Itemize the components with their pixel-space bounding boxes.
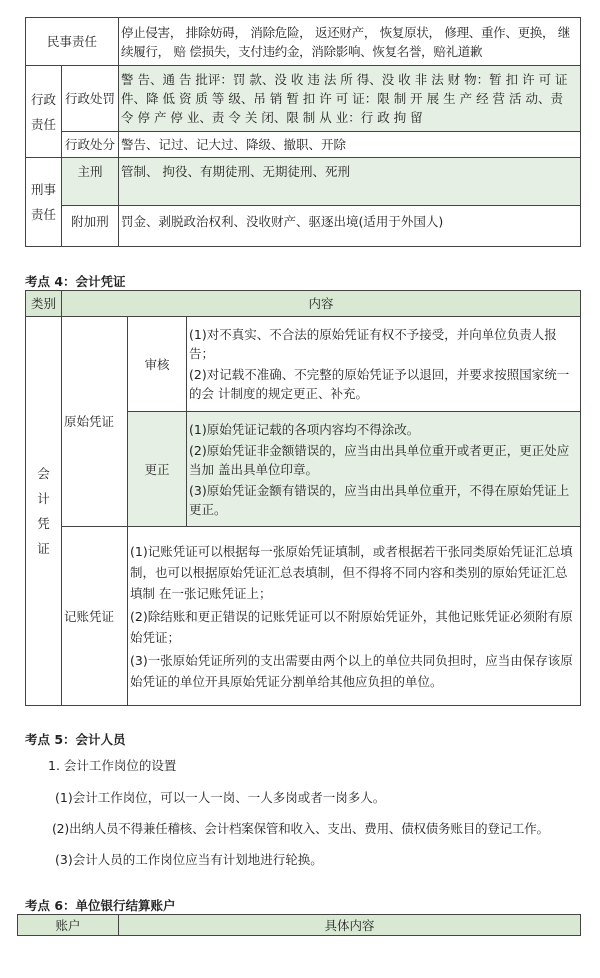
row-content: 停止侵害， 排除妨碍， 消除危险， 返还财产， 恢复原状， 修理、重作、更换， 继续履行， 赔 偿损失，支付违约金，消除影响、恢复名誉，赔礼道歉 — [119, 18, 581, 66]
original-label: 原始凭证 — [62, 317, 128, 527]
row-label: 行政处分 — [62, 132, 119, 158]
list-item: (2)除结账和更正错误的记账凭证可以不附原始凭证外，其他记账凭证必须附有原始凭证； — [130, 608, 573, 645]
list-item: (3)一张原始凭证所列的支出需要由两个以上的单位共同负担时，应当由保存该原始凭证的单位开具原始凭证分割单给其他应负担的单位。 — [130, 652, 573, 689]
list-item: (3)原始凭证金额有错误的，应当由出具单位重开，不得在原始凭证上更正。 — [189, 482, 570, 517]
section-title: 考点 5：会计人员 — [25, 732, 126, 747]
list-item: (3)会计人员的工作岗位应当有计划地进行轮换。 — [55, 852, 323, 867]
header-category: 类别 — [26, 291, 62, 317]
review-label: 审核 — [128, 317, 187, 412]
group-label: 行政责任 — [26, 66, 62, 158]
bookkeeping-content — [128, 527, 581, 706]
row-label: 附加刑 — [62, 206, 119, 247]
bookkeeping-label: 记账凭证 — [62, 527, 128, 706]
voucher-table — [25, 290, 581, 706]
row-label: 行政处罚 — [62, 66, 119, 132]
list-item: (1)记账凭证可以根据每一张原始凭证填制，或者根据若干张同类原始凭证汇总填 制，也可以根据原始凭证汇总表填制，但不得将不同内容和类别的原始凭证汇总填制 在一张记账凭证上； — [130, 543, 573, 601]
list-item: (1)原始凭证记载的各项内容均不得涂改。 — [189, 421, 420, 437]
correct-content — [187, 412, 581, 527]
list-item: (2)对记载不准确、不完整的原始凭证予以退回，并要求按照国家统一的会 计制度的规定更正、补充。 — [189, 367, 570, 401]
correct-label: 更正 — [128, 412, 187, 527]
list-item: (2)原始凭证非金额错误的，应当由出具单位重开或者更正，更正处应当加 盖出具单位印章。 — [189, 442, 570, 477]
section-title: 考点 6：单位银行结算账户 — [25, 898, 176, 913]
category-label: 会计凭证 — [26, 317, 62, 706]
section-title: 考点 4：会计凭证 — [25, 274, 126, 289]
list-item: (1)会计工作岗位，可以一人一岗、一人多岗或者一岗多人。 — [55, 790, 386, 805]
header-content: 内容 — [62, 291, 581, 317]
list-item: (2)出纳人员不得兼任稽核、会计档案保管和收入、支出、费用、债权债务账目的登记工作。 — [52, 821, 549, 836]
row-label: 主刑 — [62, 158, 119, 206]
account-table — [17, 914, 581, 936]
row-content: 罚金、剥脱政治权利、没收财产、驱逐出境(适用于外国人) — [119, 206, 581, 247]
header-content: 具体内容 — [119, 915, 581, 936]
group-label: 刑事责任 — [26, 158, 62, 247]
header-account: 账户 — [18, 915, 119, 936]
row-content: 警 告、通 告 批评：罚 款、没 收 违 法 所 得、没 收 非 法 财 物：暂 扣 许 可 证 件、降 低 资 质 等 级、吊 销 暂 扣 许 可 证：限 制 开 展 生 产 经 营 活 动、责 令 停 产 停 业、责 令 关 闭、限 制 从 业：行 政 拘 留 — [119, 66, 581, 132]
row-label: 民事责任 — [26, 18, 119, 66]
liability-table — [25, 17, 581, 247]
subtitle: 1. 会计工作岗位的设置 — [48, 758, 177, 773]
review-content — [187, 317, 581, 412]
list-item: (1)对不真实、不合法的原始凭证有权不予接受，并向单位负责人报告； — [189, 327, 557, 361]
row-content: 管制、 拘役、有期徒刑、无期徒刑、死刑 — [119, 158, 581, 206]
row-content: 警告、记过、记大过、降级、撤职、开除 — [119, 132, 581, 158]
